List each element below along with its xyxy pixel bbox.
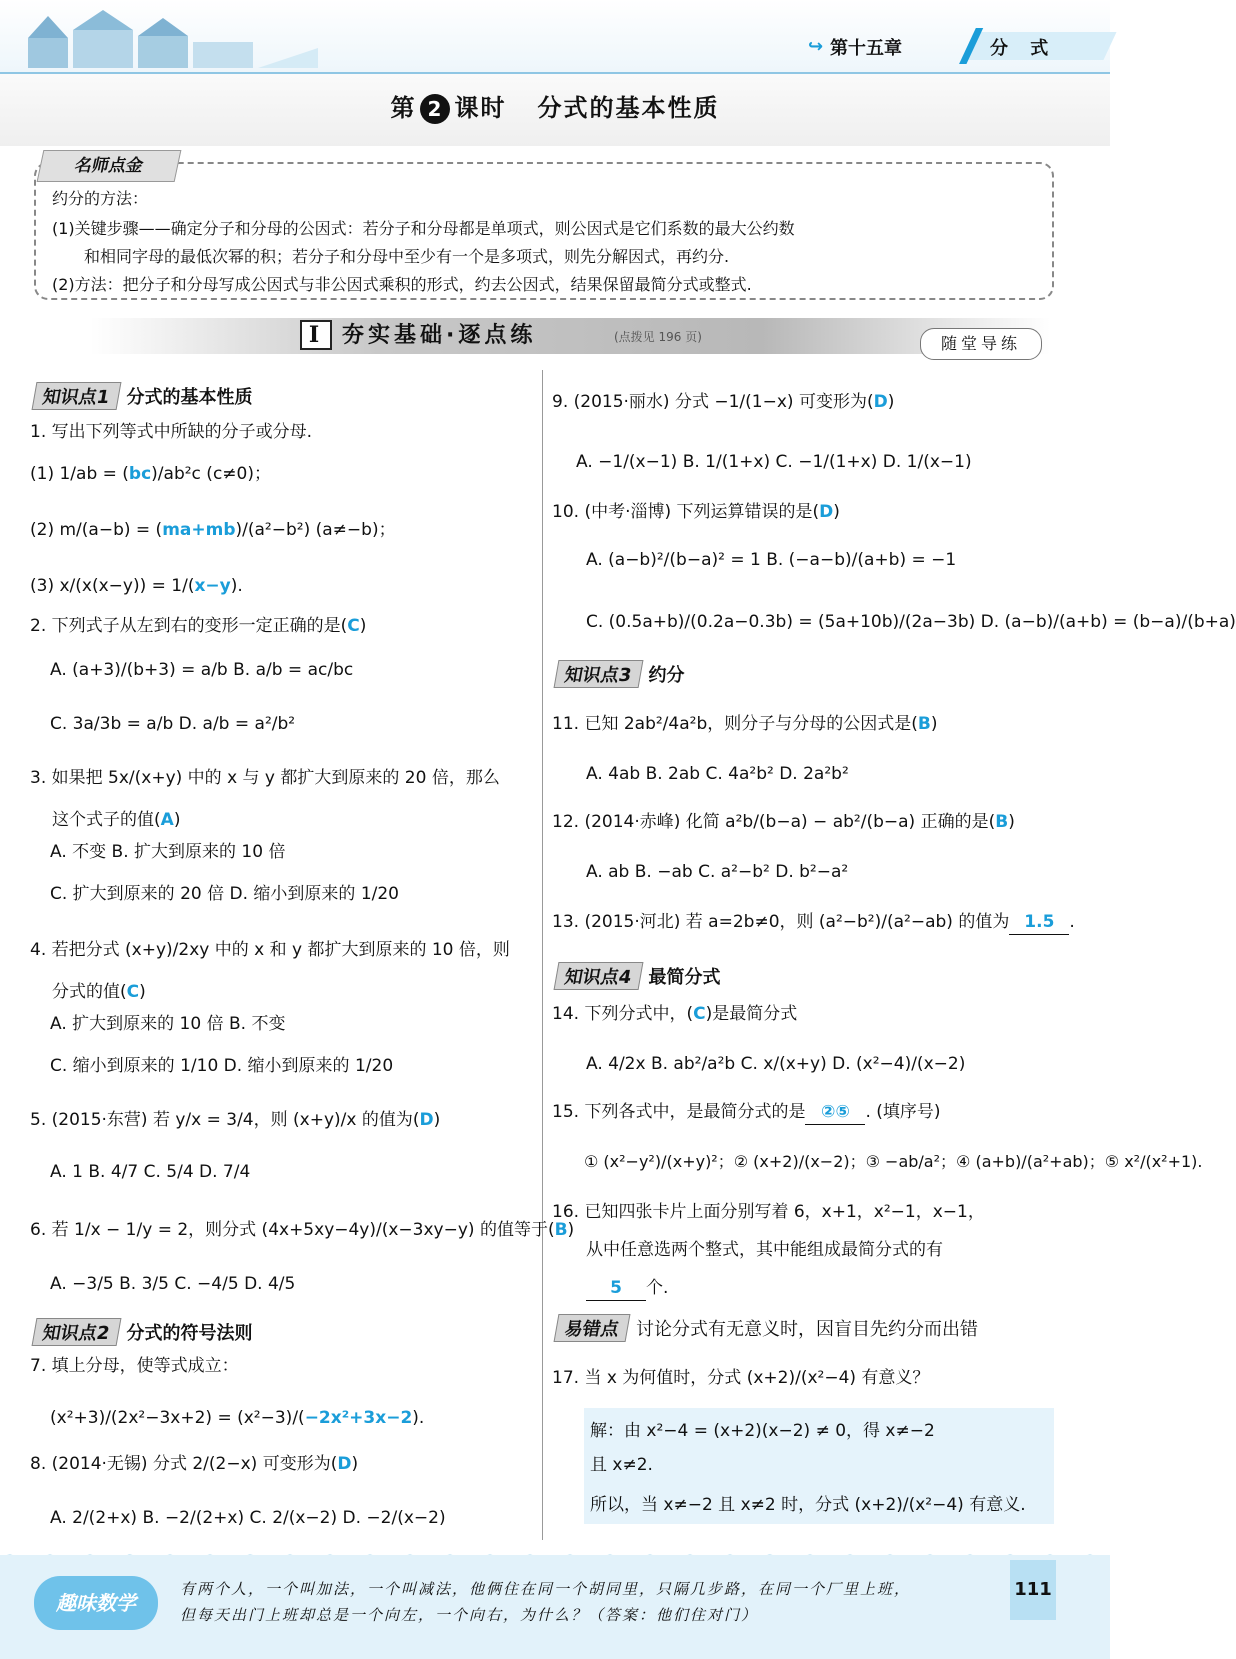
question-11: 11. 已知 2ab²/4a²b，则分子与分母的公因式是(B) — [552, 714, 938, 734]
question-9: 9. (2015·丽水) 分式 −1/(1−x) 可变形为(D) — [552, 392, 895, 412]
answer: D — [337, 1454, 352, 1474]
knowledge-point-2 — [34, 1318, 253, 1346]
kp-badge: 知识点1 — [32, 382, 121, 410]
question-10-options: C. (0.5a+b)/(0.2a−0.3b) = (5a+10b)/(2a−3b) D. (a−b)/(a+b) = (b−a)/(b+a) — [586, 612, 1236, 632]
solution-line: 且 x≠2. — [590, 1455, 653, 1475]
kp-badge: 知识点3 — [554, 660, 643, 688]
question-5-options: A. 1 B. 4/7 C. 5/4 D. 7/4 — [50, 1162, 251, 1182]
kp-title: 分式的符号法则 — [126, 1323, 253, 1344]
knowledge-point-4 — [556, 962, 721, 990]
question-1-1: (1) 1/ab = (bc)/ab²c (c≠0)； — [30, 464, 271, 484]
question-8: 8. (2014·无锡) 分式 2/(2−x) 可变形为(D) — [30, 1454, 359, 1474]
footer-logo: 趣味数学 — [34, 1576, 158, 1630]
answer: D — [873, 392, 888, 412]
question-3-cont: 这个式子的值(A) — [52, 810, 181, 830]
question-2-options: C. 3a/3b = a/b D. a/b = a²/b² — [50, 714, 296, 734]
question-1-2: (2) m/(a−b) = (ma+mb)/(a²−b²) (a≠−b)； — [30, 520, 396, 540]
answer: ma+mb — [162, 520, 236, 540]
question-4-options: C. 缩小到原来的 1/10 D. 缩小到原来的 1/20 — [50, 1056, 394, 1076]
question-14-options: A. 4/2x B. ab²/a²b C. x/(x+y) D. (x²−4)/(x−2) — [586, 1054, 966, 1074]
question-1: 1. 写出下列等式中所缺的分子或分母. — [30, 422, 313, 442]
answer: B — [995, 812, 1009, 832]
question-9-options: A. −1/(x−1) B. 1/(1+x) C. −1/(1+x) D. 1/(x−1) — [576, 452, 972, 472]
answer: B — [917, 714, 931, 734]
answer: ②⑤ — [805, 1100, 865, 1125]
solution-line: 所以，当 x≠−2 且 x≠2 时，分式 (x+2)/(x²−4) 有意义. — [590, 1495, 1026, 1515]
chapter-label: 第十五章 — [830, 38, 902, 59]
question-12-options: A. ab B. −ab C. a²−b² D. b²−a² — [586, 862, 849, 882]
question-10: 10. (中考·淄博) 下列运算错误的是(D) — [552, 502, 840, 522]
tip-line: 约分的方法： — [52, 189, 149, 208]
answer: −2x²+3x−2 — [304, 1408, 413, 1428]
kp-title: 约分 — [648, 665, 685, 686]
knowledge-point-1 — [34, 382, 253, 410]
question-7-1: (x²+3)/(2x²−3x+2) = (x²−3)/(−2x²+3x−2). — [50, 1408, 425, 1428]
knowledge-point-3 — [556, 660, 685, 688]
lesson-prefix: 第 — [390, 94, 417, 122]
question-3: 3. 如果把 5x/(x+y) 中的 x 与 y 都扩大到原来的 20 倍，那么 — [30, 768, 500, 788]
error-point — [556, 1314, 978, 1342]
answer: 1.5 — [1009, 910, 1069, 935]
question-16-cont: 从中任意选两个整式，其中能组成最简分式的有 — [586, 1240, 943, 1260]
footer-text: 有两个人，一个叫加法，一个叫减法，他俩住在同一个胡同里，只隔几步路，在同一个厂里上班， — [180, 1580, 912, 1598]
question-1-3: (3) x/(x(x−y)) = 1/(x−y). — [30, 576, 243, 596]
question-7: 7. 填上分母，使等式成立： — [30, 1356, 239, 1376]
question-4: 4. 若把分式 (x+y)/2xy 中的 x 和 y 都扩大到原来的 10 倍，则 — [30, 940, 510, 960]
lesson-suffix: 课时 — [454, 94, 507, 122]
question-14: 14. 下列分式中，(C)是最简分式 — [552, 1004, 798, 1024]
question-2-options: A. (a+3)/(b+3) = a/b B. a/b = ac/bc — [50, 660, 354, 680]
question-3-options: C. 扩大到原来的 20 倍 D. 缩小到原来的 1/20 — [50, 884, 399, 904]
question-6-options: A. −3/5 B. 3/5 C. −4/5 D. 4/5 — [50, 1274, 296, 1294]
question-12: 12. (2014·赤峰) 化简 a²b/(b−a) − ab²/(b−a) 正确的是(B) — [552, 812, 1015, 832]
answer: C — [347, 616, 360, 636]
question-17: 17. 当 x 为何值时，分式 (x+2)/(x²−4) 有意义？ — [552, 1368, 930, 1388]
column-divider — [542, 370, 543, 1540]
section-title — [300, 318, 536, 350]
answer: x−y — [194, 576, 231, 596]
top-strip — [0, 0, 1110, 74]
kp-badge: 易错点 — [554, 1314, 631, 1342]
chapter-tab — [800, 28, 1110, 64]
question-2: 2. 下列式子从左到右的变形一定正确的是(C) — [30, 616, 367, 636]
question-3-options: A. 不变 B. 扩大到原来的 10 倍 — [50, 842, 286, 862]
kp-title: 讨论分式有无意义时，因盲目先约分而出错 — [636, 1319, 978, 1340]
castle-illustration — [18, 8, 318, 68]
answer: D — [819, 502, 834, 522]
question-6: 6. 若 1/x − 1/y = 2，则分式 (4x+5xy−4y)/(x−3xy−y) 的值等于(B) — [30, 1220, 575, 1240]
answer: C — [693, 1004, 706, 1024]
section-tag: 随堂导练 — [920, 328, 1042, 360]
question-11-options: A. 4ab B. 2ab C. 4a²b² D. 2a²b² — [586, 764, 849, 784]
tip-line: (2)方法：把分子和分母写成公因式与非公因式乘积的形式，约去公因式，结果保留最简分式或整式. — [52, 275, 752, 294]
lesson-number: 2 — [420, 94, 450, 124]
tip-badge: 名师点金 — [37, 150, 182, 182]
question-16: 16. 已知四张卡片上面分别写着 6，x+1，x²−1，x−1， — [552, 1202, 985, 1222]
answer: 5 — [586, 1276, 646, 1301]
section-hint: (点拨见 196 页) — [614, 330, 702, 344]
tip-line: (1)关键步骤——确定分子和分母的公因式：若分子和分母都是单项式，则公因式是它们系数的最大公约数 — [52, 219, 795, 238]
question-8-options: A. 2/(2+x) B. −2/(2+x) C. 2/(x−2) D. −2/(x−2) — [50, 1508, 446, 1528]
footer-text: 但每天出门上班却总是一个向左，一个向右，为什么？（答案：他们住对门） — [180, 1606, 759, 1624]
question-15-items: ① (x²−y²)/(x+y)²；② (x+2)/(x−2)；③ −ab/a²；④ (a+b)/(a²+ab)；⑤ x²/(x²+1). — [584, 1152, 1203, 1171]
answer: bc — [128, 464, 152, 484]
question-10-options: A. (a−b)²/(b−a)² = 1 B. (−a−b)/(a+b) = −1 — [586, 550, 957, 570]
kp-title: 最简分式 — [648, 967, 721, 988]
roman-numeral: I — [300, 320, 332, 350]
question-15: 15. 下列各式中，是最简分式的是 ②⑤ . (填序号) — [552, 1100, 941, 1125]
section-title-text: 夯实基础·逐点练 — [342, 323, 537, 348]
question-4-options: A. 扩大到原来的 10 倍 B. 不变 — [50, 1014, 286, 1034]
topic-label: 分 式 — [990, 38, 1057, 59]
question-16-answer: 5 个. — [586, 1276, 668, 1301]
answer: C — [126, 982, 140, 1002]
question-5: 5. (2015·东营) 若 y/x = 3/4，则 (x+y)/x 的值为(D) — [30, 1110, 441, 1130]
question-4-cont: 分式的值(C) — [52, 982, 146, 1002]
section-bar — [90, 318, 1050, 354]
question-13: 13. (2015·河北) 若 a=2b≠0，则 (a²−b²)/(a²−ab) 的值为 1.5 . — [552, 910, 1075, 935]
lesson-name: 分式的基本性质 — [537, 94, 720, 122]
kp-title: 分式的基本性质 — [126, 387, 253, 408]
solution-line: 解：由 x²−4 = (x+2)(x−2) ≠ 0，得 x≠−2 — [590, 1421, 935, 1441]
lesson-title — [0, 88, 1110, 124]
tip-line: 和相同字母的最低次幂的积；若分子和分母中至少有一个是多项式，则先分解因式，再约分. — [84, 247, 730, 266]
page-number: 111 — [1010, 1560, 1056, 1620]
kp-badge: 知识点2 — [32, 1318, 121, 1346]
answer: B — [554, 1220, 568, 1240]
answer: A — [160, 810, 174, 830]
arrow-icon: ↪ — [808, 36, 824, 57]
slash-divider — [950, 28, 990, 64]
kp-badge: 知识点4 — [554, 962, 643, 990]
answer: D — [419, 1110, 434, 1130]
